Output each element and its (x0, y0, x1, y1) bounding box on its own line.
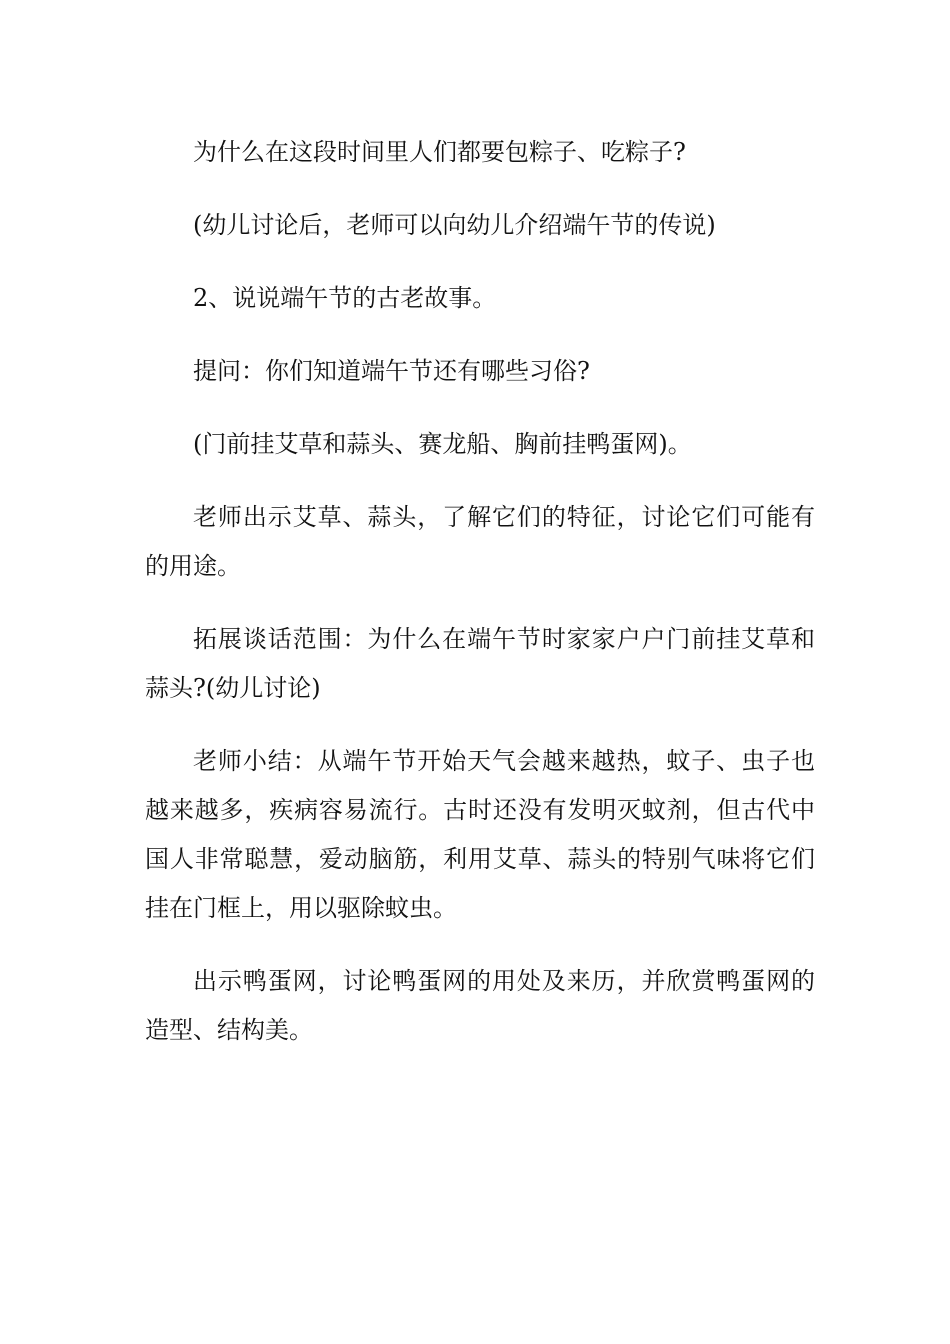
paragraph-discussion-note: (幼儿讨论后，老师可以向幼儿介绍端午节的传说) (193, 211, 716, 239)
paragraph-show-egg-net: 出示鸭蛋网，讨论鸭蛋网的用处及来历，并欣赏鸭蛋网的造型、结构美。 (145, 967, 815, 1044)
paragraph-show-mugwort: 老师出示艾草、蒜头，了解它们的特征，讨论它们可能有的用途。 (145, 503, 815, 580)
paragraph-section-2-heading: 2、说说端午节的古老故事。 (193, 284, 497, 312)
paragraph-teacher-summary: 老师小结：从端午节开始天气会越来越热，蚊子、虫子也越来越多，疾病容易流行。古时还没有发明灭蚊剂，但古代中国人非常聪慧，爱动脑筋，利用艾草、蒜头的特别气味将它们挂在门框上，用以驱除蚊虫。 (145, 747, 815, 922)
paragraph-extend-discussion: 拓展谈话范围：为什么在端午节时家家户户门前挂艾草和蒜头?(幼儿讨论) (145, 625, 815, 702)
document-body (145, 128, 815, 1079)
paragraph-customs-list: (门前挂艾草和蒜头、赛龙船、胸前挂鸭蛋网)。 (193, 430, 692, 458)
paragraph-question-customs: 提问：你们知道端午节还有哪些习俗? (193, 357, 590, 385)
paragraph-question-zongzi: 为什么在这段时间里人们都要包粽子、吃粽子? (193, 138, 686, 166)
